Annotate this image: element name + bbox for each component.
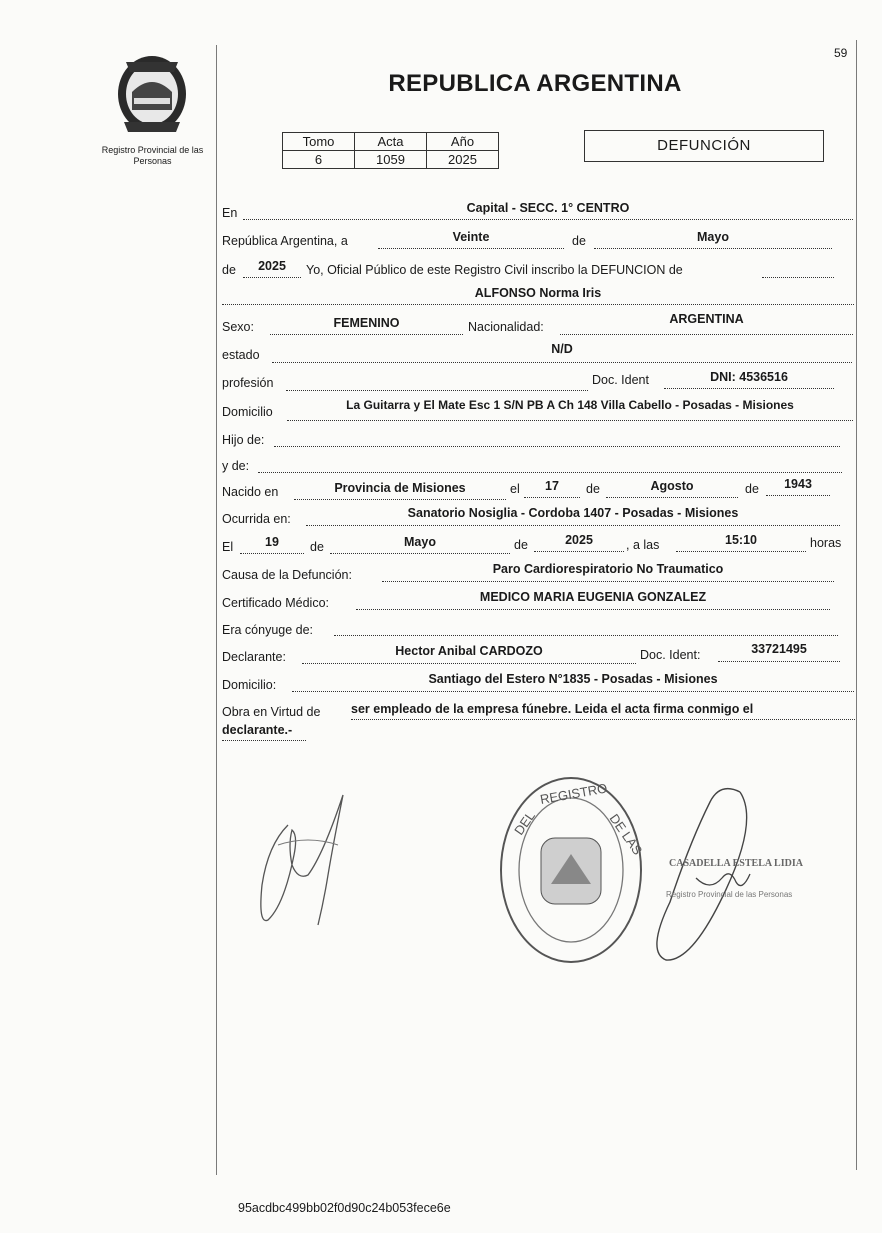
page-number: 59 (834, 46, 848, 60)
day-text: Veinte (452, 230, 490, 244)
year-line (243, 277, 301, 278)
causa-label: Causa de la Defunción: (222, 568, 352, 582)
declarant-signature-icon (248, 785, 358, 935)
doc-label: Doc. Ident (592, 373, 649, 387)
registry-seal-icon (497, 774, 645, 966)
domicilio-label: Domicilio (222, 405, 273, 419)
certificado-value: MEDICO MARIA EUGENIA GONZALEZ (479, 590, 707, 604)
nacionalidad-value: ARGENTINA (669, 312, 744, 326)
official-text: Yo, Oficial Público de este Registro Civil inscribo la DEFUNCION de (306, 263, 683, 277)
document-hash: 95acdbc499bb02f0d90c24b053fece6e (238, 1201, 451, 1215)
year-value: 2025 (258, 259, 286, 273)
estado-value: N/D (551, 342, 573, 356)
month-line (594, 248, 832, 249)
sexo-value: FEMENINO (333, 316, 400, 330)
doc2-label: Doc. Ident: (640, 648, 701, 662)
death-day: 19 (265, 535, 279, 549)
death-month-line (330, 553, 510, 554)
obra-label: Obra en Virtud de (222, 705, 321, 719)
official-role: Registro Provincial de las Personas (666, 890, 793, 899)
ref-header-tomo: Tomo (283, 133, 355, 151)
de3-label: de (745, 482, 759, 496)
official-name: CASADELLA ESTELA LIDIA (669, 858, 803, 869)
month-value: Mayo (697, 230, 729, 244)
domicilio2-value: Santiago del Estero N°1835 - Posadas - Misiones (428, 672, 718, 686)
death-time: 15:10 (725, 533, 757, 547)
ocurrida-label: Ocurrida en: (222, 512, 291, 526)
nacionalidad-line (560, 334, 853, 335)
death-year: 2025 (565, 533, 593, 547)
birth-month-line (606, 497, 738, 498)
causa-value: Paro Cardiorespiratorio No Traumatico (492, 562, 724, 576)
ocurrida-line (306, 525, 840, 526)
birth-day: 17 (545, 479, 559, 493)
day-line (378, 248, 564, 249)
el2-label: El (222, 540, 234, 554)
province-emblem-icon (112, 52, 192, 136)
left-margin-line (216, 45, 217, 1175)
declarante-line (302, 663, 636, 664)
nacido-value: Provincia de Misiones (334, 481, 466, 495)
svg-text:REGISTRO: REGISTRO (538, 780, 609, 807)
death-year-line (534, 551, 624, 552)
ref-value-anio: 2025 (427, 151, 499, 169)
declarante-value: Hector Anibal CARDOZO (395, 644, 543, 658)
profesion-line (286, 390, 588, 391)
registry-label: Registro Provincial de las Personas (101, 145, 204, 166)
de-label: de (572, 234, 586, 248)
alas-label: , a las (626, 538, 660, 552)
de2-label: de (586, 482, 600, 496)
de5-label: de (514, 538, 528, 552)
birth-year-line (766, 495, 830, 496)
death-day-line (240, 553, 304, 554)
yde-label: y de: (222, 459, 250, 473)
de4-label: de (310, 540, 324, 554)
hijo-label: Hijo de: (222, 433, 265, 447)
sexo-label: Sexo: (222, 320, 254, 334)
birth-day-line (524, 497, 580, 498)
obra-value: ser empleado de la empresa fúnebre. Leida el acta firma conmigo el (351, 702, 754, 716)
en-value: Capital - SECC. 1° CENTRO (466, 201, 630, 215)
record-type-box: DEFUNCIÓN (584, 130, 824, 162)
obra-value-2: declarante.- (222, 723, 293, 737)
ref-value-acta: 1059 (355, 151, 427, 169)
causa-line (382, 581, 834, 582)
nacido-line (294, 499, 506, 500)
domicilio2-line (292, 691, 854, 692)
hijo-line (274, 446, 840, 447)
nacido-label: Nacido en (222, 485, 279, 499)
domicilio-line (287, 420, 853, 421)
death-time-line (676, 551, 806, 552)
republica-label: República Argentina, a (222, 234, 348, 248)
name-line (222, 304, 854, 305)
estado-line (272, 362, 852, 363)
conyuge-label: Era cónyuge de: (222, 623, 314, 637)
doc2-line (718, 661, 840, 662)
document-title: REPUBLICA ARGENTINA (388, 70, 682, 97)
certificado-label: Certificado Médico: (222, 596, 329, 610)
horas-label: horas (810, 536, 842, 550)
sexo-line (270, 334, 463, 335)
doc-line (664, 388, 834, 389)
el-label: el (510, 482, 520, 496)
domicilio2-label: Domicilio: (222, 678, 277, 692)
estado-label: estado (222, 348, 260, 362)
birth-month: Agosto (650, 479, 694, 493)
nacionalidad-label: Nacionalidad: (468, 320, 544, 334)
reference-table (282, 132, 499, 169)
domicilio-value: La Guitarra y El Mate Esc 1 S/N PB A Ch 148 Villa Cabello - Posadas - Misiones (346, 398, 794, 412)
obra-line (351, 719, 855, 720)
svg-text:DE LAS: DE LAS (606, 811, 645, 858)
official-signature-icon (650, 782, 760, 972)
doc2-value: 33721495 (751, 642, 807, 656)
doc-value: DNI: 4536516 (710, 370, 788, 384)
obra-line-2 (222, 740, 306, 741)
profesion-label: profesión (222, 376, 274, 390)
conyuge-line (334, 635, 838, 636)
yde-line (258, 472, 842, 473)
ocurrida-value: Sanatorio Nosiglia - Cordoba 1407 - Posadas - Misiones (407, 506, 739, 520)
certificado-line (356, 609, 830, 610)
en-label: En (222, 206, 238, 220)
declarante-label: Declarante: (222, 650, 286, 664)
official-line (762, 277, 834, 278)
year-prefix: de (222, 263, 236, 277)
svg-text:DEL: DEL (511, 808, 538, 838)
en-line (243, 219, 853, 220)
ref-header-acta: Acta (355, 133, 427, 151)
ref-header-anio: Año (427, 133, 499, 151)
deceased-name: ALFONSO Norma Iris (474, 286, 602, 300)
ref-value-tomo: 6 (283, 151, 355, 169)
death-month: Mayo (404, 535, 436, 549)
right-margin-line (856, 40, 857, 1170)
birth-year: 1943 (784, 477, 812, 491)
